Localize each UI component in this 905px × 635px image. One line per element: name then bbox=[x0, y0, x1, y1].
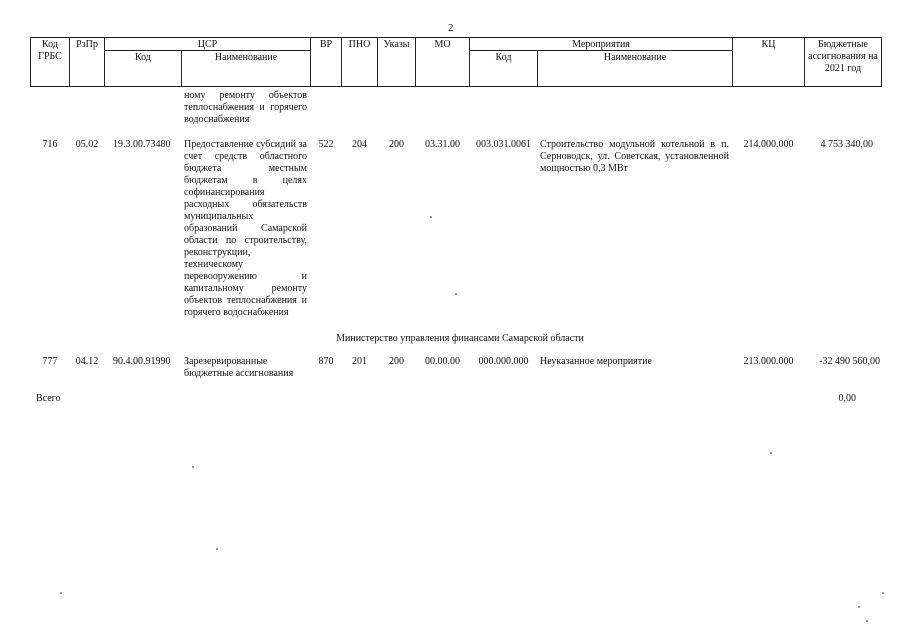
cell-csr: 19.3.00.73480 bbox=[113, 139, 171, 150]
header-rzpr: РзПр bbox=[76, 39, 98, 50]
header-mer-name: Наименование bbox=[603, 52, 667, 63]
cell-mer-kod: 000.000.000 bbox=[478, 356, 529, 367]
cell-amount: 4 753 340,00 bbox=[820, 139, 873, 150]
header-kc: КЦ bbox=[761, 39, 776, 50]
cell-ukazy: 200 bbox=[389, 356, 404, 367]
cell-vr: 870 bbox=[318, 356, 334, 367]
cell-amount: -32 490 560,00 bbox=[819, 356, 880, 367]
cell-mer-name: Строительство модульной котельной в п. Серноводск, ул. Советская, установленной мощностью 0,3 МВт bbox=[540, 139, 729, 174]
cell-rzpr: 04.12 bbox=[75, 356, 99, 367]
cell-vr: 522 bbox=[318, 139, 334, 150]
cell-ukazy: 200 bbox=[389, 139, 404, 150]
header-budget: Бюджетные ассигнования на 2021 год bbox=[808, 39, 878, 74]
page-number: 2 bbox=[448, 22, 454, 34]
total-value: 0,00 bbox=[838, 393, 856, 404]
header-csr: ЦСР bbox=[197, 39, 218, 50]
header-csr-name: Наименование bbox=[214, 52, 278, 63]
cell-mer-kod: 003.031.0061 bbox=[476, 139, 531, 150]
header-csr-kod: Код bbox=[135, 52, 151, 63]
cell-mo: 00.00.00 bbox=[425, 356, 460, 367]
header-mo: МО bbox=[434, 39, 451, 50]
cell-name: Зарезервированные бюджетные ассигнования bbox=[184, 356, 294, 379]
cell-name: Предоставление субсидий за счет средств областного бюджета местным бюджетам в целях софинансирования расходных обязательств муниципальных образований Самарской области по строительству, реконструкции, техническому перевооружению и капитальному ремонту объектов теплоснабжения и горячего водоснабжения bbox=[184, 139, 307, 318]
header-pno: ПНО bbox=[348, 39, 371, 50]
cell-kc: 213.000.000 bbox=[743, 356, 794, 367]
cell-grbs: 777 bbox=[42, 356, 58, 367]
cell-pno: 201 bbox=[352, 356, 367, 367]
cell-mer-name: Неуказанное мероприятие bbox=[540, 356, 652, 367]
header-vr: ВР bbox=[319, 39, 333, 50]
cell-kc: 214.000.000 bbox=[743, 139, 794, 150]
cell-pno: 204 bbox=[352, 139, 367, 150]
cell-csr: 90.4.00.91990 bbox=[113, 356, 171, 367]
header-kod-grbs: Код ГРБС bbox=[38, 39, 62, 62]
cell-mo: 03.31.00 bbox=[425, 139, 460, 150]
total-label: Всего bbox=[36, 393, 61, 404]
header-ukazy: Указы bbox=[383, 39, 410, 50]
header-mer-kod: Код bbox=[495, 52, 512, 63]
ministry-heading: Министерство управления финансами Самарской области bbox=[336, 333, 584, 344]
continuation-text: ному ремонту объектов теплоснабжения и горячего водоснабжения bbox=[184, 90, 307, 125]
cell-grbs: 716 bbox=[42, 139, 58, 150]
header-meropriyatiya: Мероприятия bbox=[572, 39, 630, 50]
cell-rzpr: 05.02 bbox=[75, 139, 99, 150]
